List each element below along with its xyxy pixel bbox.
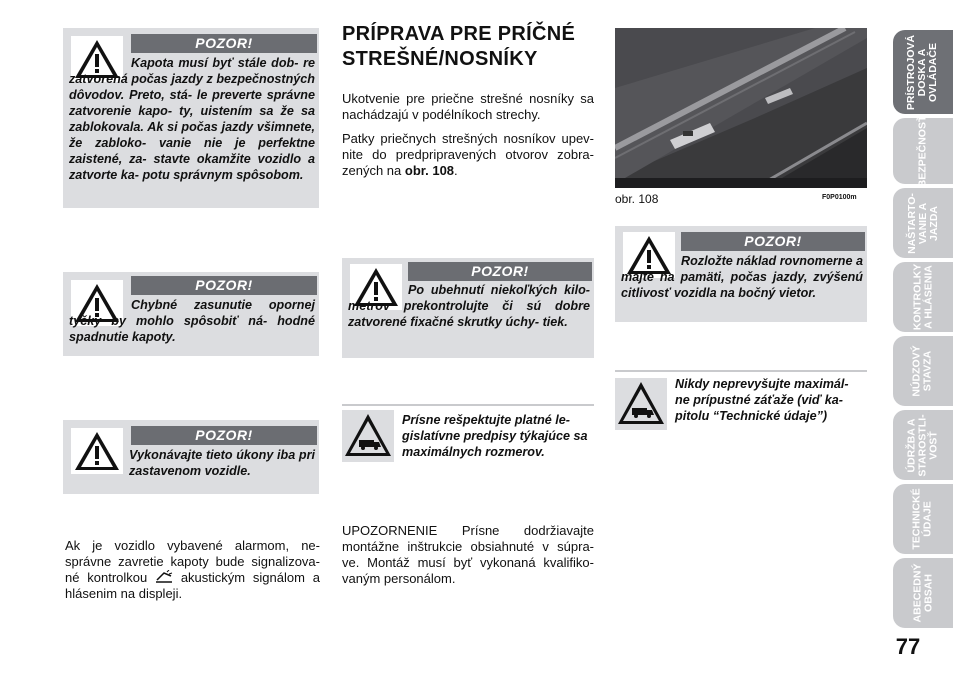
heading-line-1: PRÍPRAVA PRE PRÍČNÉ	[342, 23, 576, 45]
tab-label: TECHNICKÉ ÚDAJE	[911, 488, 935, 550]
note-text: Nikdy neprevyšujte maximál- ne prípustné záťaže (viď ka- pitolu “Technické údaje”)	[675, 377, 849, 423]
warning-box-hood-closure	[63, 28, 319, 208]
paragraph-2-text: Patky priečnych strešných nosníkov upev- nite do predpripravených otvorov zobra- zených na	[342, 131, 594, 178]
warning-text: Chybné zasunutie opornej tyčky by mohlo spôsobiť ná- hodné spadnutie kapoty.	[69, 298, 315, 344]
warning-header: POZOR!	[681, 232, 865, 251]
warning-text: Rozložte náklad rovnomerne a majte na pamäti, počas jazdy, zvýšenú citlivosť vozidla na bočný vietor.	[621, 254, 863, 300]
tab-pristrojova-doska[interactable]	[893, 30, 953, 114]
roof-rack-paragraph-1: Ukotvenie pre priečne strešné nosníky sa nachádzajú v podélníkoch strechy.	[342, 91, 594, 122]
roof-photo	[615, 28, 867, 188]
warning-header: POZOR!	[131, 426, 317, 445]
figure-reference: obr. 108	[404, 163, 455, 178]
alarm-paragraph	[65, 538, 320, 602]
warning-box-stationary	[63, 420, 319, 494]
warning-text: Po ubehnutí niekoľkých kilo- metrov prekontrolujte či sú dobre zatvorené fixačné skrutky úchy- tiek.	[348, 283, 590, 329]
vehicle-sign-icon	[615, 378, 667, 430]
tab-udrzba[interactable]	[893, 410, 953, 480]
tab-abecedny-obsah[interactable]	[893, 558, 953, 628]
tab-label: NAŠTARTO- VANIE A JAZDA	[905, 192, 940, 254]
warning-box-fixing-screws	[342, 258, 594, 358]
note-text: Prísne rešpektujte platné le- gislatívne predpisy týkajúce sa maximálnych rozmerov.	[402, 413, 588, 459]
tab-kontrolky[interactable]	[893, 262, 953, 332]
section-heading	[342, 22, 602, 72]
tab-label: ÚDRŽBA A STAROSTLI- VOSŤ	[905, 413, 940, 477]
roof-rack-paragraph-2	[342, 131, 594, 179]
note-max-dimensions	[342, 404, 594, 470]
roof-rail-illustration	[615, 28, 867, 188]
warning-text: Vykonávajte tieto úkony iba pri zastavenom vozidle.	[129, 448, 315, 478]
heading-line-2: STREŠNÉ/NOSNÍKY	[342, 48, 538, 70]
tab-nastartovanie[interactable]	[893, 188, 953, 258]
upozornenie-paragraph: UPOZORNENIE Prísne dodržiavajte montážne inštrukcie obsiahnuté v súpra- ve. Montáž musí byť vykonaná kvalifiko- vaným personálom.	[342, 523, 594, 586]
tab-label: KONTROLKY A HLÁSENIA	[911, 263, 934, 331]
tab-label: ABECEDNÝ OBSAH	[911, 563, 934, 623]
figure-caption: obr. 108	[615, 192, 659, 206]
warning-text: Kapota musí byť stále dob- re zatvorená počas jazdy z bezpečnostných dôvodov. Preto, stá- le preverte správne zatvorenie kapo- ty, uistením sa že sa zablokovala. Ak si počas jazdy všimnete, že zabloko- vanie nie je perfektne zaistené, za- stavte okamžite vozidlo a zatvorte ka- potu správnym spôsobom.	[69, 56, 315, 182]
alarm-text-start: Ak je vozidlo vybavené alarmom, ne- správne zavretie kapoty bude signalizova- né kontrolkou	[65, 538, 320, 585]
note-max-load	[615, 370, 867, 440]
tab-label: BEZPEČNOSŤ	[916, 115, 929, 187]
paragraph-2-end: .	[454, 163, 458, 178]
warning-triangle-icon	[71, 428, 123, 474]
page-number: 77	[895, 634, 921, 659]
vehicle-sign-icon	[342, 410, 394, 462]
hood-open-icon	[155, 570, 173, 584]
warning-header: POZOR!	[131, 34, 317, 53]
tab-nudzovy-stav[interactable]	[893, 336, 953, 406]
alarm-text-end: akustickým signálom a hlásenim na displeji.	[65, 570, 320, 601]
warning-box-load-distribution	[615, 226, 867, 322]
warning-header: POZOR!	[131, 276, 317, 295]
tab-label: PRÍSTROJOVÁ DOSKA A OVLÁDAČE	[905, 34, 940, 110]
tab-label: NÚDZOVÝ STAVZA	[911, 345, 934, 397]
warning-header: POZOR!	[408, 262, 592, 281]
warning-box-support-rod	[63, 272, 319, 356]
tab-technicke-udaje[interactable]	[893, 484, 953, 554]
tab-bezpecnost[interactable]	[893, 115, 953, 187]
figure-code: F0P0100m	[822, 194, 857, 201]
